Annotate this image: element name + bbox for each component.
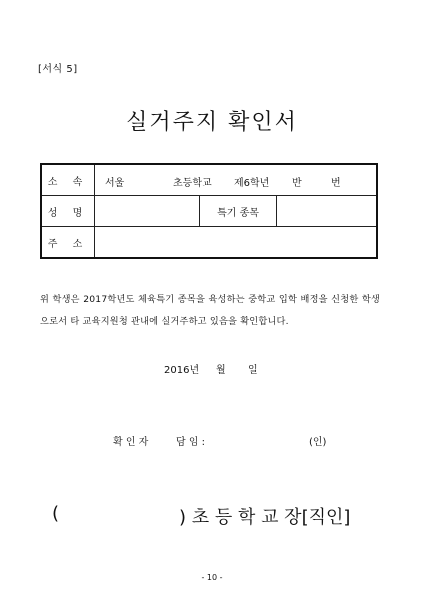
address-label: 주 소 [41,227,95,259]
sport-label: 특기 종목 [200,196,277,227]
name-label: 성 명 [41,196,95,227]
principal-open-paren: ( [52,503,60,524]
form-number-tag: [서식 5] [38,64,78,75]
student-info-table [40,163,378,259]
principal-signature-line: ) 초 등 학 교 장[직인] [179,507,351,528]
confirmation-paragraph: 위 학생은 2017학년도 체육특기 종목을 육성하는 중학교 입학 배정을 신청한 학생으로서 타 교육지원청 관내에 실거주하고 있음을 확인합니다. [40,294,380,327]
seal-mark: (인) [309,437,327,448]
date-day: 일 [248,365,258,376]
address-row [41,227,377,259]
grade-text: 제6학년 [234,178,270,189]
name-row [41,196,377,227]
affiliation-value-cell[interactable] [95,164,378,196]
name-field[interactable] [95,196,200,227]
class-text: 반 [292,178,302,189]
sport-field[interactable] [277,196,378,227]
date-year: 2016년 [164,365,200,376]
document-title: 실거주지 확인서 [126,110,298,135]
number-text: 번 [331,178,341,189]
school-text: 초등학교 [173,178,212,189]
confirmer-label: 확 인 자 [113,437,149,448]
city-text: 서울 [105,178,125,189]
date-month: 월 [216,365,226,376]
page-number: - 10 - [201,573,223,582]
homeroom-teacher-label: 담 임 : [176,437,206,448]
affiliation-row [41,164,377,196]
affiliation-label: 소 속 [41,164,95,196]
address-field[interactable] [95,227,378,259]
